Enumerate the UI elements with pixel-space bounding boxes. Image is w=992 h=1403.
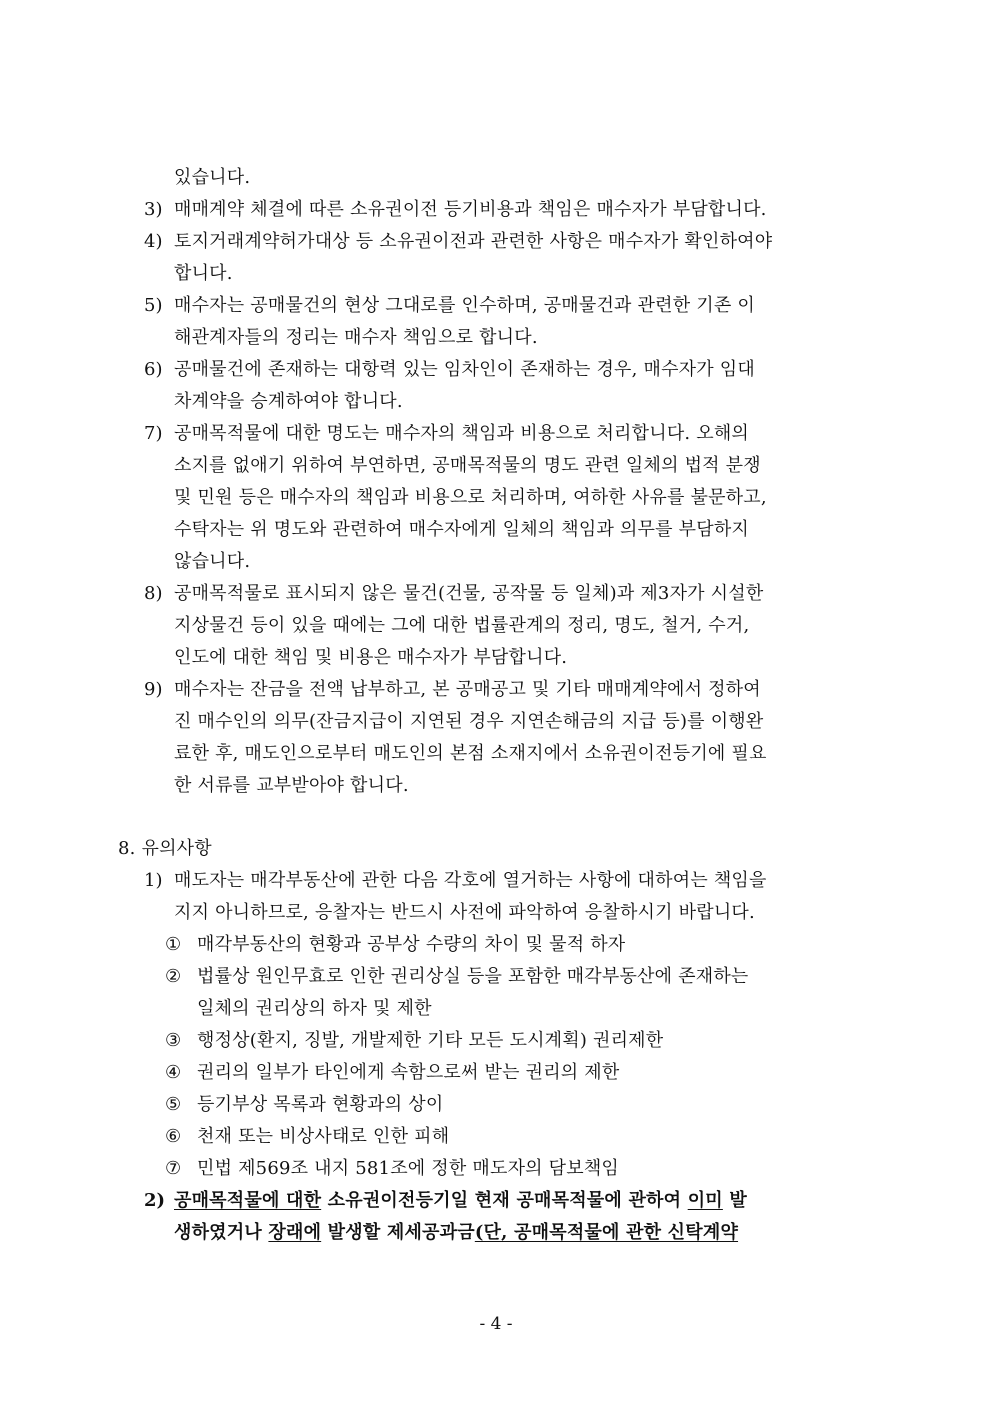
- subitem-4-number: ④: [165, 1062, 182, 1083]
- segment: 장래에: [268, 1222, 322, 1243]
- section-8-item-2-line-1: [174, 1221, 738, 1245]
- subitem-5-line-0: 등기부상 목록과 현황과의 상이: [197, 1094, 444, 1115]
- segment: 생하였거나: [174, 1222, 269, 1243]
- page-number: - 4 -: [479, 1314, 513, 1334]
- item-7-4-line-1: 합니다.: [174, 263, 233, 284]
- segment: 발생할 제세공과금: [321, 1222, 475, 1243]
- item-7-7-line-3: 수탁자는 위 명도와 관련하여 매수자에게 일체의 책임과 의무를 부담하지: [174, 519, 750, 540]
- item-7-6-line-1: 차계약을 승계하여야 합니다.: [174, 391, 403, 412]
- subitem-4-line-0: 권리의 일부가 타인에게 속함으로써 받는 권리의 제한: [197, 1062, 620, 1083]
- item-7-7-line-2: 및 민원 등은 매수자의 책임과 비용으로 처리하며, 여하한 사유를 불문하고,: [174, 487, 767, 508]
- section-8-item-1-line-1: 지지 아니하므로, 응찰자는 반드시 사전에 파악하여 응찰하시기 바랍니다.: [174, 902, 755, 923]
- subitem-6-number: ⑥: [165, 1126, 182, 1147]
- item-7-9-line-1: 진 매수인의 의무(잔금지급이 지연된 경우 지연손해금의 지급 등)를 이행완: [174, 711, 764, 732]
- item-7-8-number: 8): [144, 583, 163, 604]
- subitem-7-number: ⑦: [165, 1158, 182, 1179]
- segment: 발: [722, 1190, 747, 1211]
- subitem-2-line-1: 일체의 권리상의 하자 및 제한: [197, 998, 432, 1019]
- subitem-1-line-0: 매각부동산의 현황과 공부상 수량의 차이 및 물적 하자: [197, 934, 626, 955]
- item-7-7-line-0: 공매목적물에 대한 명도는 매수자의 책임과 비용으로 처리합니다. 오해의: [174, 423, 750, 444]
- segment: (단, 공매목적물에 관한 신탁계약: [474, 1222, 739, 1243]
- item-7-3-number: 3): [144, 199, 163, 220]
- item-7-6-number: 6): [144, 359, 163, 380]
- subitem-7-line-0: 민법 제569조 내지 581조에 정한 매도자의 담보책임: [197, 1158, 620, 1179]
- section-8-item-1-number: 1): [144, 870, 163, 891]
- section-8-heading: 8. 유의사항: [118, 838, 212, 859]
- item-7-5-line-1: 해관계자들의 정리는 매수자 책임으로 합니다.: [174, 327, 538, 348]
- item-7-5-line-0: 매수자는 공매물건의 현상 그대로를 인수하며, 공매물건과 관련한 기존 이: [174, 295, 755, 316]
- item-7-8-line-2: 인도에 대한 책임 및 비용은 매수자가 부담합니다.: [174, 647, 568, 668]
- section-8-item-2-number: 2): [144, 1190, 166, 1211]
- subitem-3-number: ③: [165, 1030, 182, 1051]
- subitem-2-line-0: 법률상 원인무효로 인한 권리상실 등을 포함한 매각부동산에 존재하는: [197, 966, 749, 987]
- item-7-7-line-1: 소지를 없애기 위하여 부연하면, 공매목적물의 명도 관련 일체의 법적 분쟁: [174, 455, 761, 476]
- item-7-7-line-4: 않습니다.: [174, 551, 251, 572]
- subitem-3-line-0: 행정상(환지, 징발, 개발제한 기타 모든 도시계획) 권리제한: [197, 1030, 664, 1051]
- item-7-9-line-2: 료한 후, 매도인으로부터 매도인의 본점 소재지에서 소유권이전등기에 필요: [174, 743, 767, 764]
- item-7-8-line-1: 지상물건 등이 있을 때에는 그에 대한 법률관계의 정리, 명도, 철거, 수거,: [174, 615, 750, 636]
- segment: 이미: [687, 1190, 723, 1211]
- segment: 소유권이전등기일 현재 공매목적물에 관하여: [321, 1190, 688, 1211]
- item-7-5-number: 5): [144, 295, 163, 316]
- item-7-7-number: 7): [144, 423, 163, 444]
- subitem-5-number: ⑤: [165, 1094, 182, 1115]
- item-7-9-line-3: 한 서류를 교부받아야 합니다.: [174, 775, 409, 796]
- item-7-4-number: 4): [144, 231, 163, 252]
- item-7-9-line-0: 매수자는 잔금을 전액 납부하고, 본 공매공고 및 기타 매매계약에서 정하여: [174, 679, 761, 700]
- item-7-6-line-0: 공매물건에 존재하는 대항력 있는 임차인이 존재하는 경우, 매수자가 임대: [174, 359, 755, 380]
- item-7-0-line-0: 있습니다.: [174, 167, 251, 188]
- subitem-1-number: ①: [165, 934, 182, 955]
- subitem-2-number: ②: [165, 966, 182, 987]
- item-7-8-line-0: 공매목적물로 표시되지 않은 물건(건물, 공작물 등 일체)과 제3자가 시설한: [174, 583, 764, 604]
- section-8-item-2-line-0: [174, 1189, 747, 1213]
- item-7-3-line-0: 매매계약 체결에 따른 소유권이전 등기비용과 책임은 매수자가 부담합니다.: [174, 199, 767, 220]
- item-7-4-line-0: 토지거래계약허가대상 등 소유권이전과 관련한 사항은 매수자가 확인하여야: [174, 231, 773, 252]
- section-8-item-1-line-0: 매도자는 매각부동산에 관한 다음 각호에 열거하는 사항에 대하여는 책임을: [174, 870, 767, 891]
- segment: 공매목적물에 대한: [174, 1190, 322, 1211]
- item-7-9-number: 9): [144, 679, 163, 700]
- subitem-6-line-0: 천재 또는 비상사태로 인한 피해: [197, 1126, 450, 1147]
